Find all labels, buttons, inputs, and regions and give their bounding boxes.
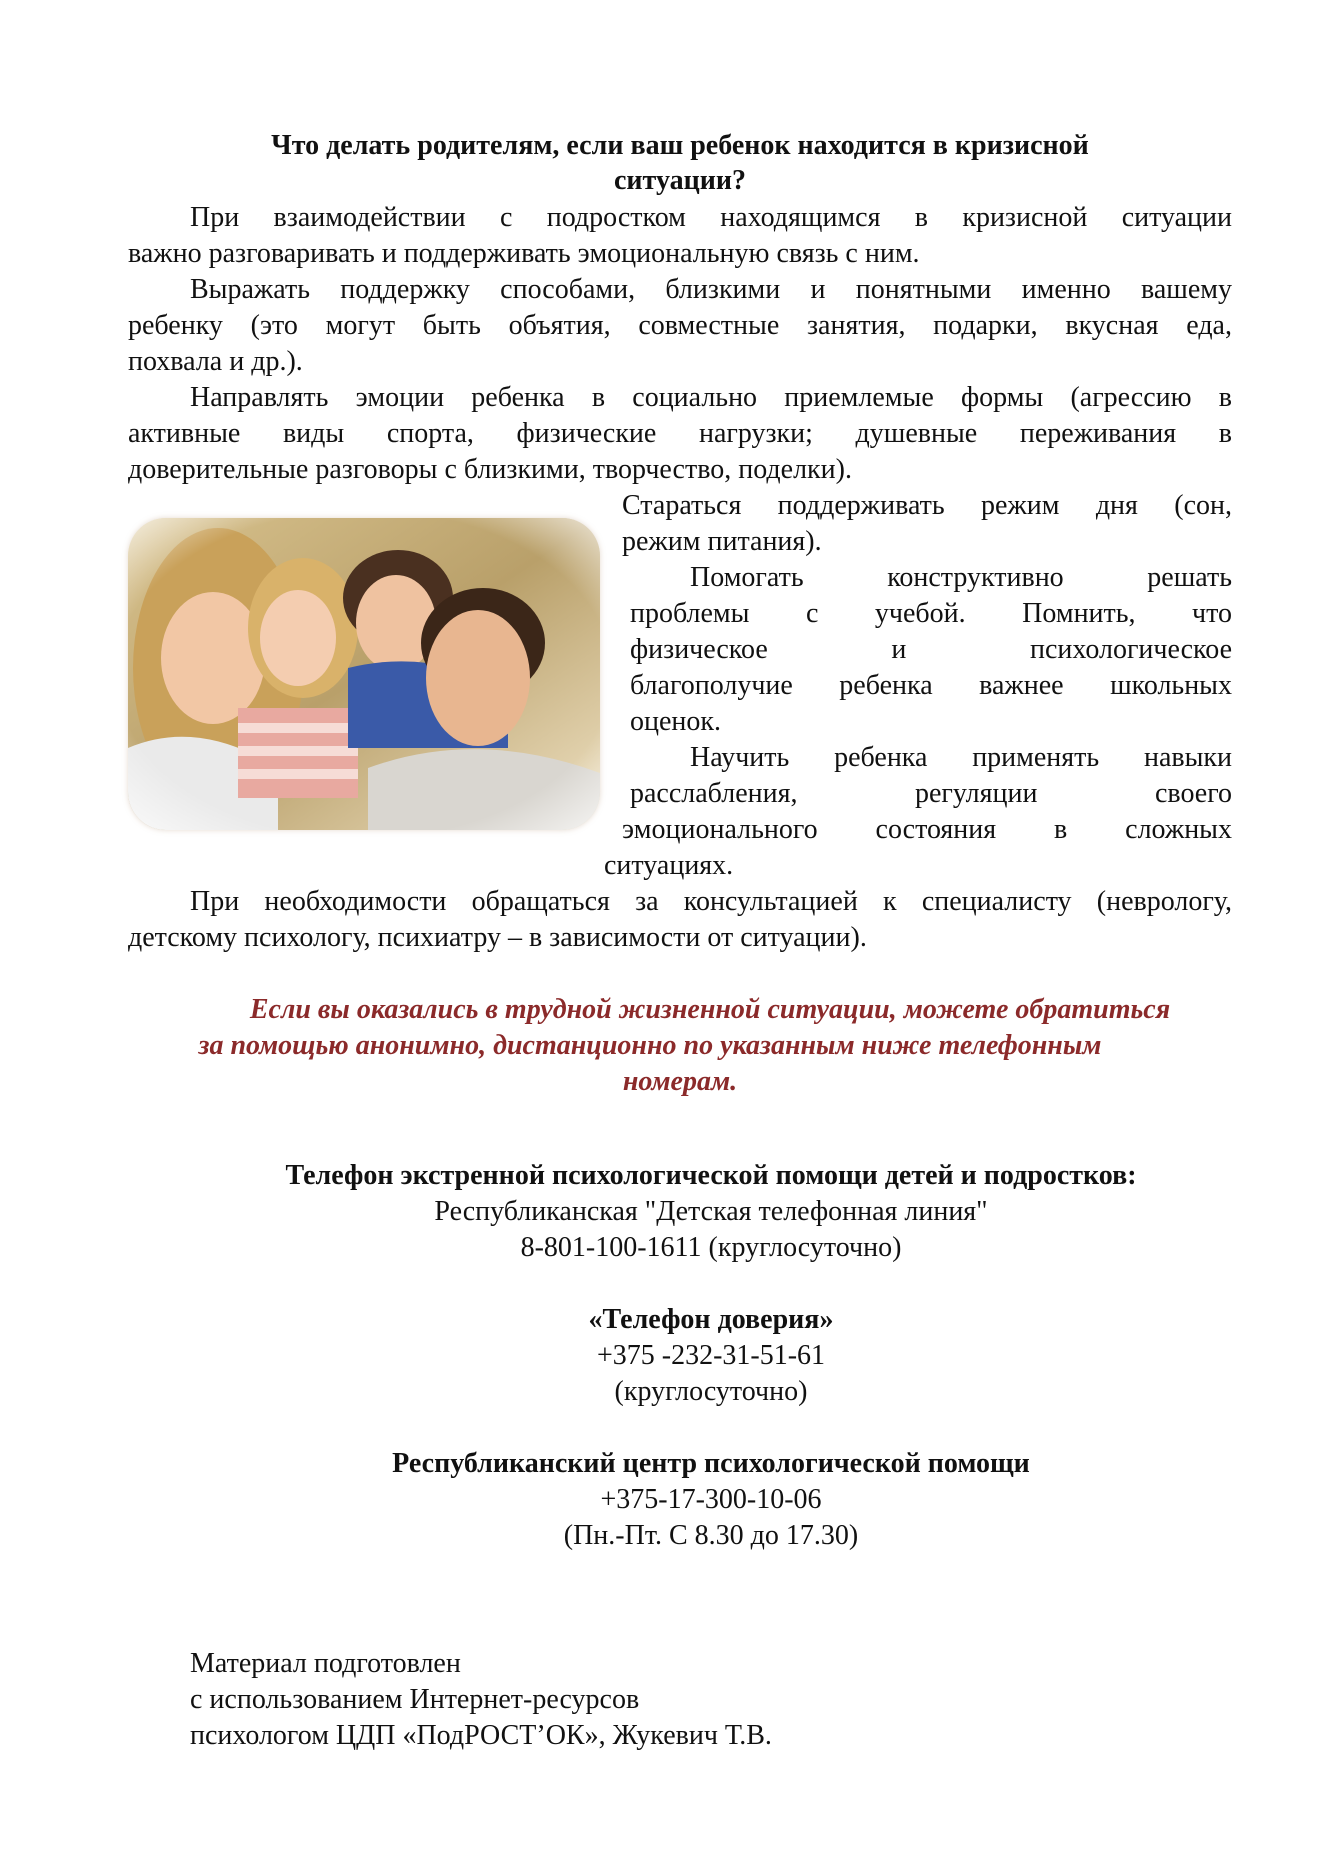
contact-2-hours: (круглосуточно) bbox=[614, 1376, 808, 1407]
p2-line-2: ребенку (это могут быть объятия, совместные занятия, подарки, вкусная еда, bbox=[128, 310, 1232, 341]
p4-line-1: Стараться поддерживать режим дня (сон, bbox=[622, 490, 1232, 521]
footer-line-1: Материал подготовлен bbox=[190, 1648, 461, 1679]
p5-line-4: благополучие ребенка важнее школьных bbox=[630, 670, 1232, 701]
contact-1-line-1: Республиканская "Детская телефонная линия" bbox=[434, 1196, 988, 1227]
p7-line-2: детскому психологу, психиатру – в зависимости от ситуации). bbox=[128, 922, 867, 953]
p4-line-2: режим питания). bbox=[622, 526, 822, 557]
p5-line-5: оценок. bbox=[630, 706, 721, 737]
p2-line-3: похвала и др.). bbox=[128, 346, 303, 377]
notice-line-1: Если вы оказались в трудной жизненной ситуации, можете обратиться bbox=[249, 994, 1171, 1025]
p7-line-1: При необходимости обращаться за консультацией к специалисту (неврологу, bbox=[190, 886, 1232, 917]
p6-line-1: Научить ребенка применять навыки bbox=[690, 742, 1232, 773]
contact-3-phone: +375-17-300-10-06 bbox=[600, 1484, 822, 1515]
notice-line-3: номерам. bbox=[622, 1066, 738, 1097]
contact-1-heading: Телефон экстренной психологической помощи детей и подростков: bbox=[285, 1160, 1137, 1191]
p1-line-1: При взаимодействии с подростком находящимся в кризисной ситуации bbox=[190, 202, 1232, 233]
contact-2-heading: «Телефон доверия» bbox=[588, 1304, 834, 1335]
p6-line-2: расслабления, регуляции своего bbox=[630, 778, 1232, 809]
family-photo bbox=[128, 518, 600, 830]
p5-line-3: физическое и психологическое bbox=[630, 634, 1232, 665]
contact-3-hours: (Пн.-Пт. С 8.30 до 17.30) bbox=[563, 1520, 859, 1551]
p3-line-2: активные виды спорта, физические нагрузки; душевные переживания в bbox=[128, 418, 1232, 449]
p6-line-4: ситуациях. bbox=[604, 850, 734, 881]
notice-line-2: за помощью анонимно, дистанционно по указанным ниже телефонным bbox=[198, 1030, 1102, 1061]
p3-line-3: доверительные разговоры с близкими, творчество, поделки). bbox=[128, 454, 852, 485]
family-photo-icon bbox=[128, 518, 600, 830]
contact-1-phone: 8-801-100-1611 (круглосуточно) bbox=[520, 1232, 902, 1263]
footer-line-3: психологом ЦДП «ПодРОСТ’ОК», Жукевич Т.В. bbox=[190, 1720, 772, 1751]
contact-3-heading: Республиканский центр психологической помощи bbox=[392, 1448, 1030, 1479]
footer-line-2: с использованием Интернет-ресурсов bbox=[190, 1684, 640, 1715]
p3-line-1: Направлять эмоции ребенка в социально приемлемые формы (агрессию в bbox=[190, 382, 1232, 413]
p5-line-1: Помогать конструктивно решать bbox=[690, 562, 1232, 593]
p6-line-3: эмоционального состояния в сложных bbox=[622, 814, 1232, 845]
document-title bbox=[130, 128, 1230, 198]
contact-2-phone: +375 -232-31-51-61 bbox=[596, 1340, 826, 1371]
p2-line-1: Выражать поддержку способами, близкими и понятными именно вашему bbox=[190, 274, 1232, 305]
title-line-2: ситуации? bbox=[614, 165, 746, 196]
title-line-1: Что делать родителям, если ваш ребенок находится в кризисной bbox=[271, 130, 1089, 161]
p5-line-2: проблемы с учебой. Помнить, что bbox=[630, 598, 1232, 629]
p1-line-2: важно разговаривать и поддерживать эмоциональную связь с ним. bbox=[128, 238, 920, 269]
